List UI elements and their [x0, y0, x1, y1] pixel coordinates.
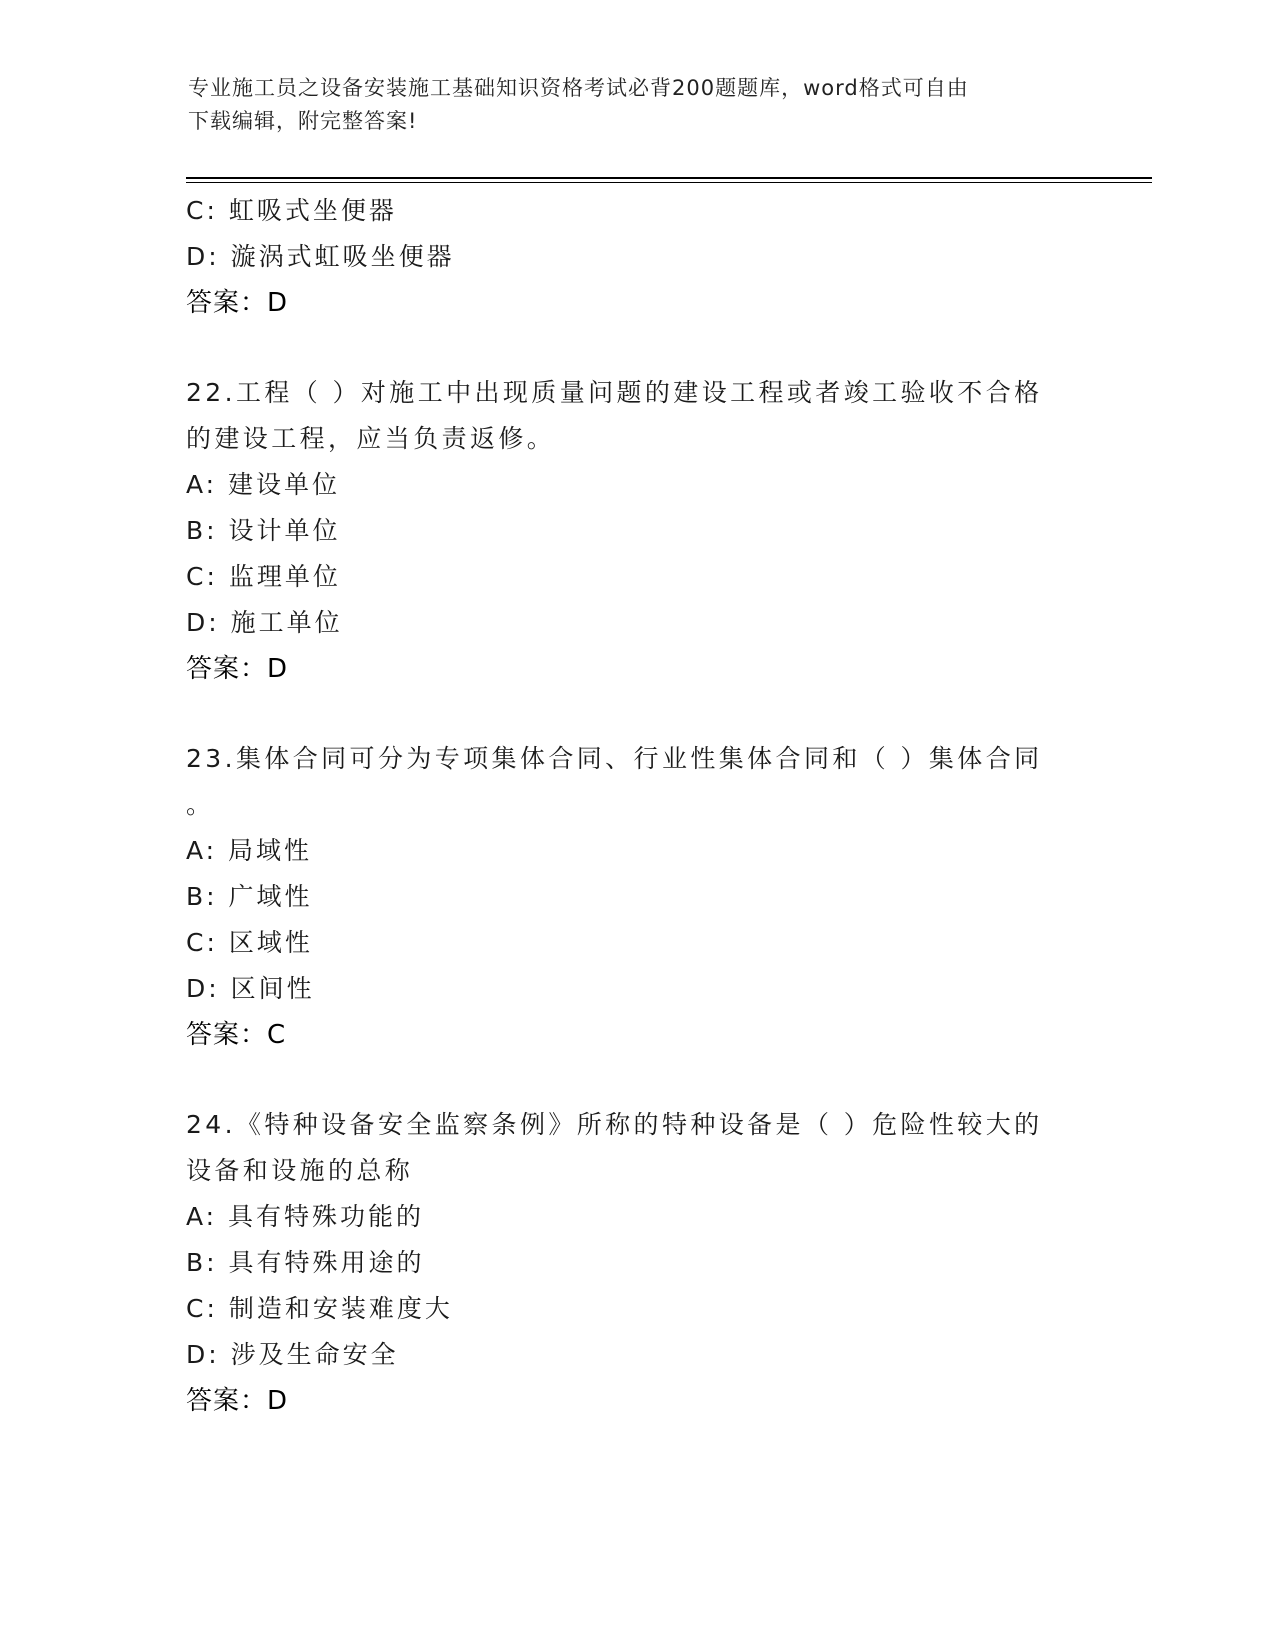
question-continued: [186, 188, 1066, 326]
option-c: C: 监理单位: [186, 562, 341, 591]
question-stem-line-1: 22.工程（ ）对施工中出现质量问题的建设工程或者竣工验收不合格: [186, 378, 1043, 407]
option-c: C: 制造和安装难度大: [186, 1294, 453, 1323]
option-c: C: 虹吸式坐便器: [186, 196, 397, 225]
option-c: C: 区域性: [186, 928, 313, 957]
spacer: [186, 326, 1066, 370]
question-24: [186, 1102, 1066, 1424]
option-d: D: 区间性: [186, 974, 315, 1003]
header-line-1: 专业施工员之设备安装施工基础知识资格考试必背200题题库，word格式可自由: [188, 76, 969, 100]
option-a: A: 具有特殊功能的: [186, 1202, 425, 1231]
option-b: B: 广域性: [186, 882, 313, 911]
option-a: A: 建设单位: [186, 470, 341, 499]
question-stem-line-2: 设备和设施的总称: [186, 1156, 414, 1185]
question-list: [186, 188, 1066, 1424]
option-d: D: 施工单位: [186, 608, 343, 637]
question-stem-line-2: 。: [186, 790, 215, 819]
option-d: D: 漩涡式虹吸坐便器: [186, 242, 455, 271]
option-b: B: 具有特殊用途的: [186, 1248, 425, 1277]
question-stem-line-1: 23.集体合同可分为专项集体合同、行业性集体合同和（ ）集体合同: [186, 744, 1043, 773]
spacer: [186, 692, 1066, 736]
question-stem-line-1: 24.《特种设备安全监察条例》所称的特种设备是（ ）危险性较大的: [186, 1110, 1043, 1139]
header-divider-thin: [186, 182, 1152, 183]
question-23: [186, 736, 1066, 1058]
page-header: [188, 72, 1068, 138]
answer-line: 答案：D: [186, 288, 289, 318]
header-divider-thick: [186, 177, 1152, 179]
option-d: D: 涉及生命安全: [186, 1340, 399, 1369]
option-a: A: 局域性: [186, 836, 313, 865]
answer-line: 答案：C: [186, 1020, 287, 1050]
answer-line: 答案：D: [186, 654, 289, 684]
question-stem-line-2: 的建设工程，应当负责返修。: [186, 424, 556, 453]
option-b: B: 设计单位: [186, 516, 341, 545]
header-line-2: 下载编辑，附完整答案!: [188, 109, 418, 133]
question-22: [186, 370, 1066, 692]
spacer: [186, 1058, 1066, 1102]
answer-line: 答案：D: [186, 1386, 289, 1416]
